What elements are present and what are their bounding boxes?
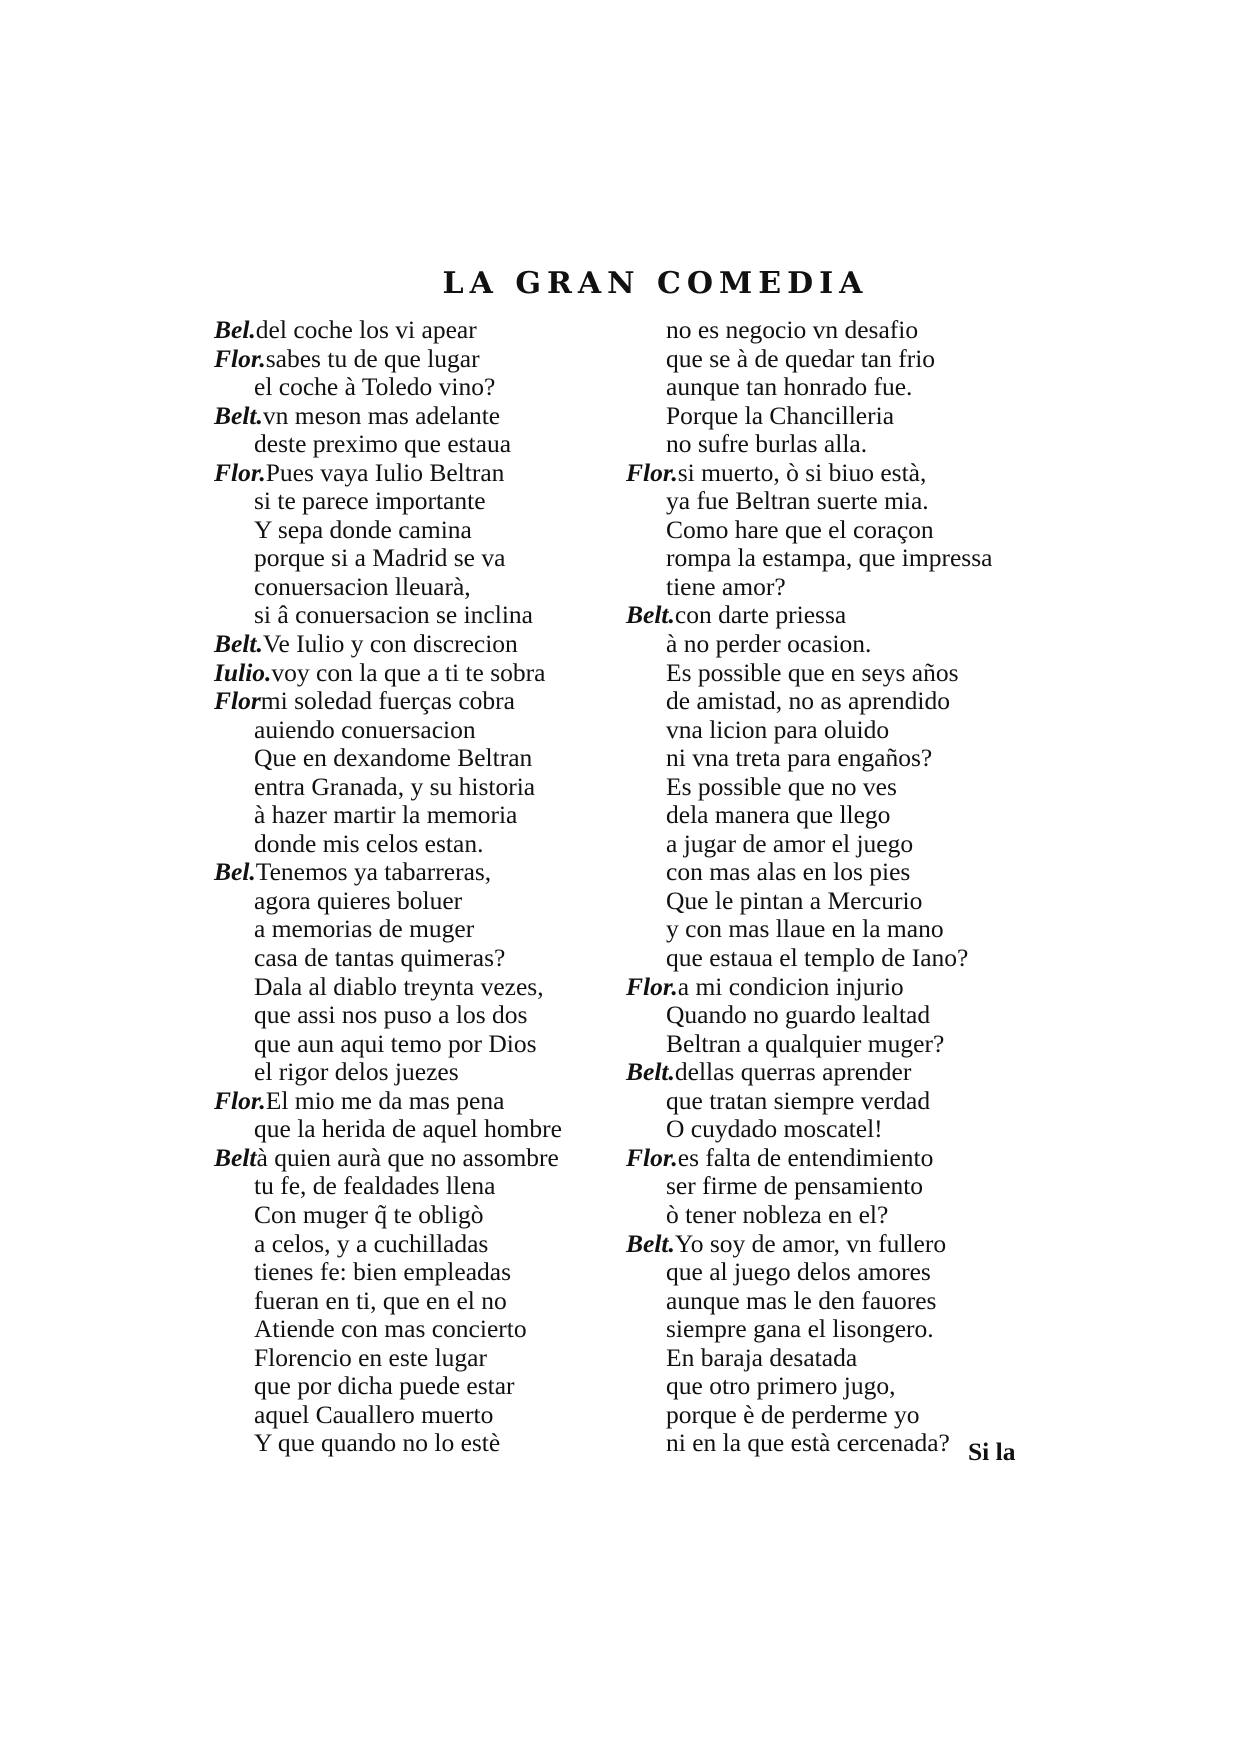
verse-line [626, 601, 1016, 630]
verse-text: Quando no guardo lealtad [666, 1000, 931, 1030]
verse-text: à quien aurà que no assombre [256, 1142, 559, 1172]
verse-text: mi soledad fuerças cobra [260, 686, 515, 716]
verse-text: aunque mas le den fauores [666, 1285, 937, 1315]
verse-text: si te parece importante [254, 486, 486, 516]
verse-line [626, 316, 1016, 345]
verse-text: Que en dexandome Beltran [254, 743, 533, 773]
verse-text: si muerto, ò si biuo està, [677, 457, 927, 487]
verse-line [626, 687, 1016, 716]
verse-text: Y sepa donde camina [254, 514, 472, 544]
running-head: LA GRAN COMEDIA [442, 266, 869, 301]
verse-text: ni en la que està cercenada? [666, 1428, 950, 1458]
verse-text: ni vna treta para engaños? [666, 743, 933, 773]
verse-line [626, 459, 1016, 488]
speaker-name: Iulio. [214, 657, 272, 687]
speaker-name: Belt. [214, 400, 263, 430]
verse-line [214, 944, 624, 973]
verse-line [214, 430, 624, 459]
verse-line [214, 1401, 624, 1430]
speaker-name: Belt. [214, 629, 263, 659]
verse-text: Beltran a qualquier muger? [666, 1028, 945, 1058]
verse-text: donde mis celos estan. [254, 828, 484, 858]
verse-line [214, 887, 624, 916]
verse-text: a memorias de muger [254, 914, 475, 944]
verse-text: que estaua el templo de Iano? [666, 943, 969, 973]
verse-text: Que le pintan a Mercurio [666, 885, 923, 915]
speaker-name: Belt. [626, 1228, 675, 1258]
verse-line [626, 1144, 1016, 1173]
verse-line [214, 716, 624, 745]
verse-line [214, 1115, 624, 1144]
verse-line [214, 373, 624, 402]
verse-text: Yo soy de amor, vn fullero [674, 1228, 947, 1258]
verse-line [214, 1429, 624, 1458]
verse-line [626, 1230, 1016, 1259]
verse-text: que tratan siempre verdad [666, 1085, 931, 1115]
verse-text: a jugar de amor el juego [666, 828, 914, 858]
verse-text: Con muger q̃ te obligò [254, 1199, 484, 1229]
verse-text: Porque la Chancilleria [666, 400, 895, 430]
speaker-name: Flor. [214, 457, 266, 487]
verse-line [626, 1429, 1016, 1458]
verse-text: el coche à Toledo vino? [254, 372, 496, 402]
verse-text: aquel Cauallero muerto [254, 1399, 494, 1429]
verse-text: auiendo conuersacion [254, 714, 476, 744]
speaker-name: Bel. [214, 315, 256, 344]
verse-line [214, 744, 624, 773]
verse-text: sabes tu de que lugar [265, 343, 480, 373]
verse-text: Es possible que no ves [666, 771, 897, 801]
verse-text: que assi nos puso a los dos [254, 1000, 528, 1030]
verse-line [626, 630, 1016, 659]
verse-text: conuersacion lleuarà, [254, 571, 471, 601]
verse-text: vna licion para oluido [666, 714, 890, 744]
verse-text: tiene amor? [666, 571, 786, 601]
verse-text: del coche los vi apear [255, 315, 477, 344]
verse-line [626, 1401, 1016, 1430]
verse-line [626, 1001, 1016, 1030]
verse-line [626, 1258, 1016, 1287]
verse-text: con darte priessa [674, 600, 847, 630]
verse-text: Dala al diablo treynta vezes, [254, 971, 544, 1001]
verse-line [626, 858, 1016, 887]
verse-text: que se à de quedar tan frio [666, 343, 936, 373]
verse-text: En baraja desatada [666, 1342, 858, 1372]
verse-line [214, 858, 624, 887]
verse-text: que la herida de aquel hombre [254, 1114, 562, 1144]
speaker-name: Flor. [626, 971, 678, 1001]
verse-line [626, 430, 1016, 459]
verse-line [626, 1087, 1016, 1116]
verse-line [214, 487, 624, 516]
verse-text: porque si a Madrid se va [254, 543, 506, 573]
verse-line [214, 402, 624, 431]
verse-line [214, 973, 624, 1002]
verse-text: fueran en ti, que en el no [254, 1285, 507, 1315]
verse-line [626, 1058, 1016, 1087]
verse-text: ya fue Beltran suerte mia. [666, 486, 929, 516]
verse-text: Y que quando no lo estè [254, 1428, 501, 1458]
speaker-name: Flor. [626, 457, 678, 487]
verse-text: no sufre burlas alla. [666, 429, 868, 459]
verse-line [626, 516, 1016, 545]
speaker-name: Flor [214, 686, 261, 716]
verse-text: y con mas llaue en la mano [666, 914, 944, 944]
speaker-name: Belt. [626, 1057, 675, 1087]
verse-line [214, 773, 624, 802]
verse-text: Ve Iulio y con discrecion [262, 629, 518, 659]
verse-line [214, 630, 624, 659]
verse-text: a mi condicion injurio [677, 971, 904, 1001]
verse-line [214, 1201, 624, 1230]
verse-text: deste preximo que estaua [254, 429, 512, 459]
verse-line [626, 1372, 1016, 1401]
verse-text: à no perder ocasion. [666, 629, 872, 659]
verse-line [214, 1001, 624, 1030]
verse-text: Pues vaya Iulio Beltran [265, 457, 505, 487]
verse-text: Florencio en este lugar [254, 1342, 487, 1372]
verse-text: entra Granada, y su historia [254, 771, 536, 801]
verse-line [214, 1344, 624, 1373]
verse-text: vn meson mas adelante [262, 400, 501, 430]
verse-text: dela manera que llego [666, 800, 891, 830]
verse-line [214, 1230, 624, 1259]
verse-line [626, 1201, 1016, 1230]
verse-line [626, 716, 1016, 745]
verse-line [626, 744, 1016, 773]
verse-line [626, 1287, 1016, 1316]
verse-line [214, 1144, 624, 1173]
verse-text: ò tener nobleza en el? [666, 1199, 889, 1229]
verse-line [626, 801, 1016, 830]
verse-line [626, 973, 1016, 1002]
verse-text: que por dicha puede estar [254, 1371, 515, 1401]
verse-text: à hazer martir la memoria [254, 800, 518, 830]
verse-line [214, 687, 624, 716]
verse-text: no es negocio vn desafio [666, 315, 919, 344]
verse-text: voy con la que a ti te sobra [271, 657, 546, 687]
verse-text: aunque tan honrado fue. [666, 372, 913, 402]
verse-text: con mas alas en los pies [666, 857, 911, 887]
speaker-name: Belt. [626, 600, 675, 630]
left-text-column [214, 316, 624, 1458]
verse-line [626, 487, 1016, 516]
verse-text: porque è de perderme yo [666, 1399, 920, 1429]
right-text-column [626, 316, 1016, 1458]
verse-line [214, 1058, 624, 1087]
verse-text: agora quieres boluer [254, 885, 463, 915]
verse-line [626, 345, 1016, 374]
speaker-name: Bel. [214, 857, 256, 887]
verse-line [626, 544, 1016, 573]
verse-text: siempre gana el lisongero. [666, 1314, 934, 1344]
verse-text: tu fe, de fealdades llena [254, 1171, 496, 1201]
verse-text: tienes fe: bien empleadas [254, 1257, 512, 1287]
verse-text: que otro primero jugo, [666, 1371, 896, 1401]
verse-line [626, 402, 1016, 431]
verse-line [214, 1172, 624, 1201]
verse-text: que al juego delos amores [666, 1257, 931, 1287]
verse-line [626, 773, 1016, 802]
verse-line [626, 373, 1016, 402]
verse-text: casa de tantas quimeras? [254, 943, 506, 973]
verse-text: rompa la estampa, que impressa [666, 543, 993, 573]
verse-line [214, 1258, 624, 1287]
verse-line [214, 1030, 624, 1059]
verse-line [626, 830, 1016, 859]
verse-text: O cuydado moscatel! [666, 1114, 883, 1144]
verse-line [214, 459, 624, 488]
verse-line [214, 915, 624, 944]
verse-line [214, 316, 624, 345]
verse-line [214, 516, 624, 545]
verse-line [214, 544, 624, 573]
verse-text: El mio me da mas pena [265, 1085, 505, 1115]
verse-line [214, 345, 624, 374]
verse-text: es falta de entendimiento [677, 1142, 934, 1172]
verse-text: Atiende con mas concierto [254, 1314, 527, 1344]
verse-text: si â conuersacion se inclina [254, 600, 533, 630]
speaker-name: Belt [214, 1142, 257, 1172]
speaker-name: Flor. [214, 1085, 266, 1115]
verse-line [214, 1372, 624, 1401]
verse-line [626, 659, 1016, 688]
verse-text: a celos, y a cuchilladas [254, 1228, 489, 1258]
verse-line [626, 915, 1016, 944]
verse-line [626, 1172, 1016, 1201]
verse-line [626, 1030, 1016, 1059]
verse-line [214, 1287, 624, 1316]
verse-line [626, 1315, 1016, 1344]
verse-line [214, 1315, 624, 1344]
speaker-name: Flor. [214, 343, 266, 373]
verse-line [214, 801, 624, 830]
verse-text: de amistad, no as aprendido [666, 686, 950, 716]
verse-line [214, 830, 624, 859]
verse-text: Como hare que el coraçon [666, 514, 934, 544]
verse-line [626, 1115, 1016, 1144]
verse-text: el rigor delos juezes [254, 1057, 459, 1087]
verse-line [214, 1087, 624, 1116]
verse-text: dellas querras aprender [674, 1057, 912, 1087]
verse-text: Es possible que en seys años [666, 657, 959, 687]
verse-text: que aun aqui temo por Dios [254, 1028, 537, 1058]
verse-line [626, 573, 1016, 602]
verse-line [214, 573, 624, 602]
verse-line [626, 944, 1016, 973]
speaker-name: Flor. [626, 1142, 678, 1172]
verse-line [626, 887, 1016, 916]
catchword: Si la [968, 1437, 1016, 1466]
verse-line [214, 659, 624, 688]
verse-text: Tenemos ya tabarreras, [255, 857, 492, 887]
verse-line [626, 1344, 1016, 1373]
verse-line [214, 601, 624, 630]
verse-text: ser firme de pensamiento [666, 1171, 924, 1201]
